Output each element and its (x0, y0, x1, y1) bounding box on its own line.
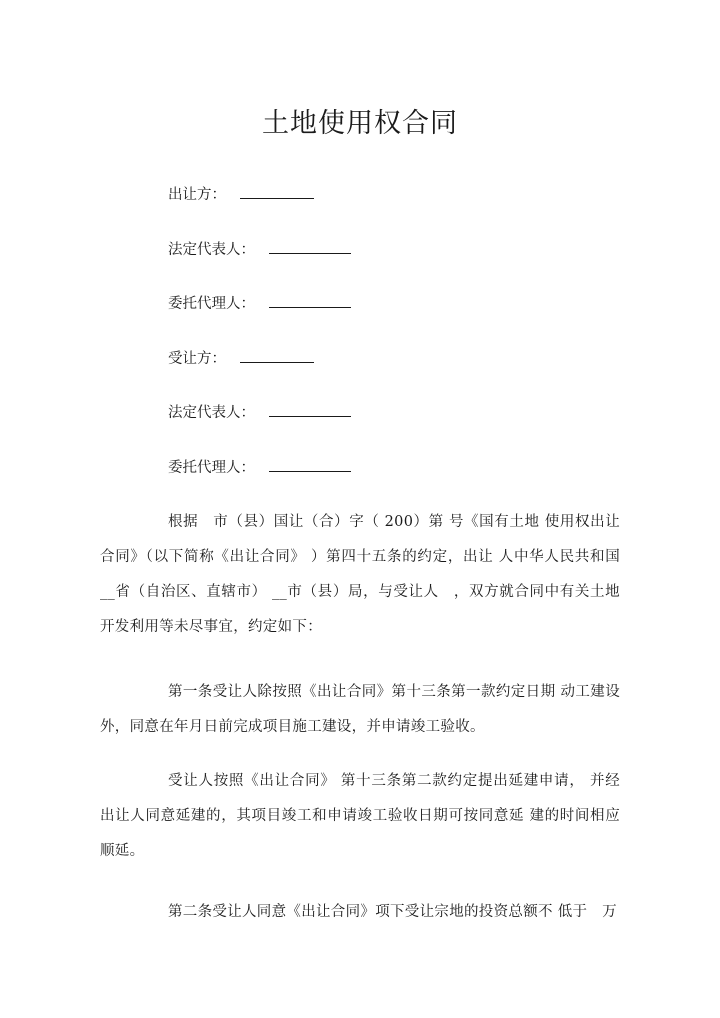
field-label: 委托代理人： (168, 460, 255, 476)
field-agent-transferor (168, 293, 351, 315)
field-label: 委托代理人： (168, 296, 255, 312)
fill-blank (240, 348, 314, 363)
fill-blank (269, 293, 351, 308)
paragraph-article-2: 第二条受让人同意《出让合同》项下受让宗地的投资总额不 低于 万 (168, 904, 617, 920)
field-legal-rep-transferor (168, 239, 351, 261)
field-label: 受让方： (168, 351, 226, 367)
paragraph-article-1-extension: 受让人按照《出让合同》 第十三条第二款约定提出延建申请， 并经出让人同意延建的，其项目竣工和申请竣工验收日期可按同意延 建的时间相应顺延。 (100, 773, 620, 859)
field-label: 法定代表人： (168, 405, 255, 421)
paragraph-article-1: 第一条受让人除按照《出让合同》第十三条第一款约定日期 动工建设外，同意在年月日前完成项目施工建设，并申请竣工验收。 (100, 684, 620, 735)
field-label: 出让方： (168, 187, 226, 203)
field-transferor (168, 184, 314, 206)
fill-blank (240, 184, 314, 199)
field-legal-rep-transferee (168, 402, 351, 424)
fill-blank (269, 457, 351, 472)
fill-blank (269, 239, 351, 254)
field-agent-transferee (168, 457, 351, 479)
field-label: 法定代表人： (168, 242, 255, 258)
paragraph-preamble: 根据 市（县）国让（合）字（ 200）第 号《国有土地 使用权出让合同》（以下简称《出让合同》 ）第四十五条的约定，出让 人中华人民共和国 __省（自治区、直辖市） __市（县）局，与受让人 ，双方就合同中有关土地开发利用等未尽事宜，约定如下： (100, 514, 620, 635)
document-title: 土地使用权合同 (262, 108, 458, 139)
fill-blank (269, 402, 351, 417)
field-transferee (168, 348, 314, 370)
